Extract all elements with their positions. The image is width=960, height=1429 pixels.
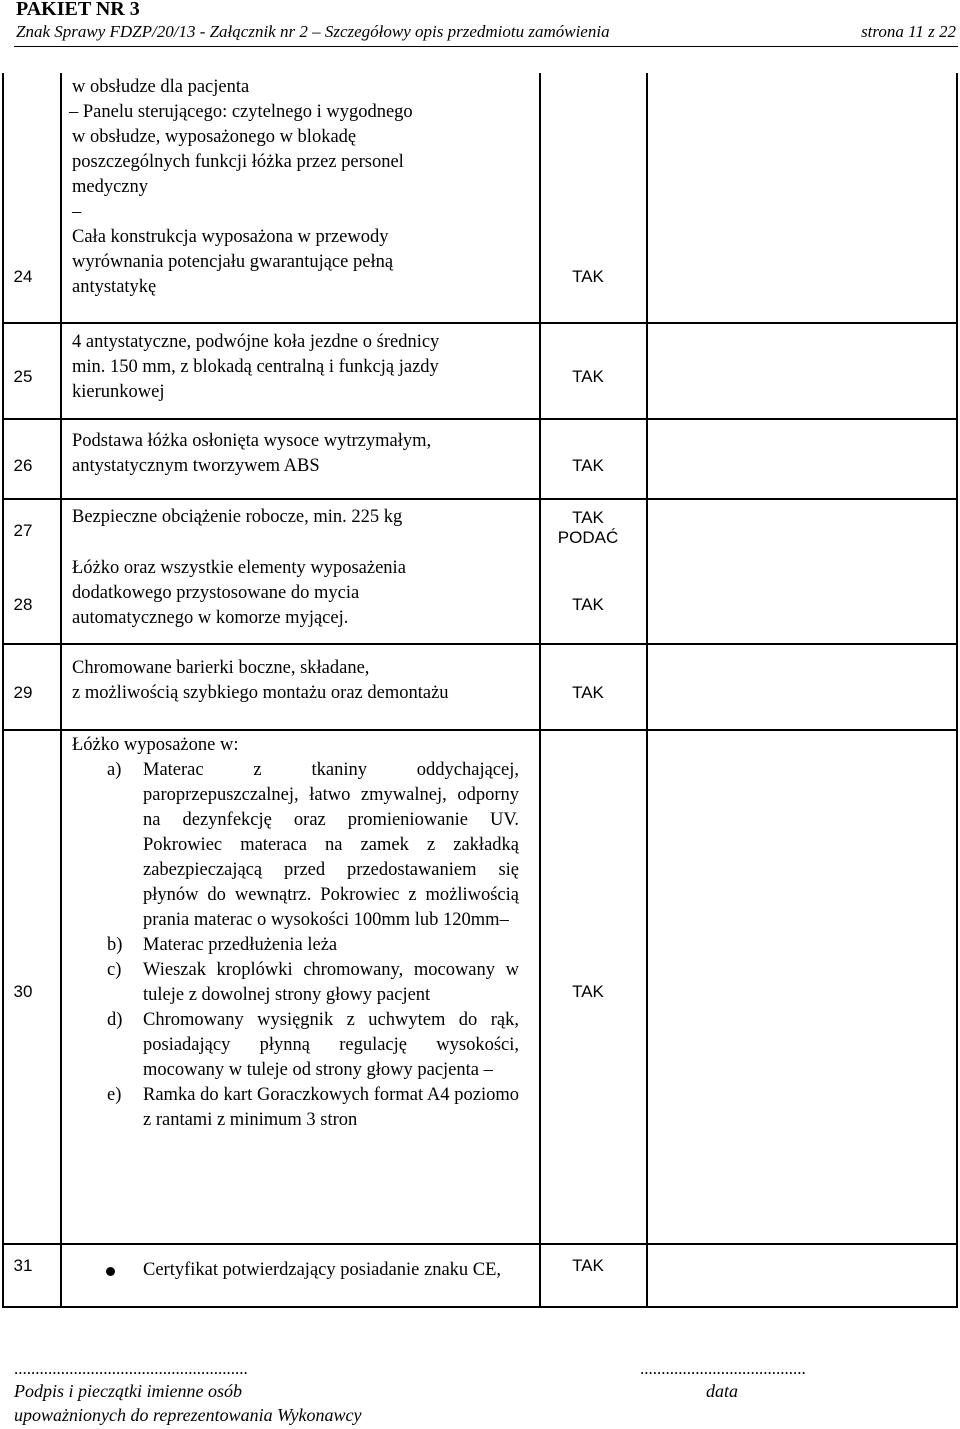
answer-value: TAK: [572, 595, 604, 614]
list-item: c) Wieszak kroplówki chromowany, mocowany w tuleje z dowolnej strony głowy pacjent: [107, 960, 519, 1005]
row-divider: [2, 729, 957, 731]
header-rule: [14, 46, 958, 47]
list-item: a) Materac z tkaniny oddychającej, paroprzepuszczalnej, łatwo zmywalnej, odporny na dezynfekcję oraz promieniowanie UV. Pokrowiec materaca na zamek z zakładką zabezpieczającą przed przedostawaniem się płynów do wewnątrz. Pokrowiec z możliwością prania materac o wysokości 100mm lub 120mm–: [107, 760, 519, 930]
document-reference: Znak Sprawy FDZP/20/13 - Załącznik nr 2 – Szczegółowy opis przedmiotu zamówienia: [16, 22, 610, 41]
answer-value: TAK: [572, 367, 604, 386]
table-border-right: [956, 73, 958, 1308]
row-description: Łóżko oraz wszystkie elementy wyposażenia dodatkowego przystosowane do mycia automatycznego w komorze myjącej.: [72, 558, 406, 628]
row-number: 31: [13, 1256, 33, 1275]
equipment-list: [72, 758, 519, 1133]
date-label: data: [706, 1381, 739, 1401]
row-number: 24: [13, 267, 33, 286]
table-border-bottom: [2, 1306, 957, 1308]
row-divider: [2, 643, 957, 645]
date-dots: .......................................: [640, 1359, 806, 1378]
row-number: 30: [13, 982, 33, 1001]
bullet-icon: [106, 1267, 115, 1276]
row-description: Chromowane barierki boczne, składane, z możliwością szybkiego montażu oraz demontażu: [72, 658, 449, 703]
row-divider: [2, 1243, 957, 1245]
row-divider: [2, 498, 957, 500]
answer-value: TAK: [572, 1256, 604, 1275]
row-description: [72, 1258, 519, 1283]
answer-value: TAK: [572, 456, 604, 475]
signature-label: Podpis i pieczątki imienne osób: [14, 1381, 242, 1401]
row-number: 27: [13, 521, 33, 540]
answer-value: TAK: [572, 982, 604, 1001]
list-item: b) Materac przedłużenia leża: [107, 935, 338, 955]
answer-note: PODAĆ: [557, 528, 619, 547]
list-item: e) Ramka do kart Goraczkowych format A4 poziomo z rantami z minimum 3 stron: [107, 1085, 519, 1130]
answer-value: TAK: [572, 508, 604, 527]
row-divider: [2, 322, 957, 324]
row-number: 28: [13, 595, 33, 614]
row-number: 26: [13, 456, 33, 475]
row-description: Łóżko wyposażone w: a) Materac z tkaniny oddychającej, paroprzepuszczalnej, łatwo zmywalnej, odporny na dezynfekcję oraz promieniowanie UV. Pokrowiec materaca na zamek z zakładką zabezpieczającą przed przedostawaniem się płynów do wewnątrz. Pokrowiec z możliwością prania materac o wysokości 100mm lub 120mm– b) Materac przedłużenia leża c) Wieszak kroplówki chromowany, mocowany w tuleje z dowolnej strony głowy pacjent d) Chromowany wysięgnik z uchwytem do rąk, posiadający płynną regulację wysokości, mocowany w tuleje od strony głowy pacjenta – e) Ramka do kart Goraczkowych format A4 poziomo z rantami z minimum 3 stron: [72, 733, 519, 1133]
row-divider: [2, 418, 957, 420]
list-item: d) Chromowany wysięgnik z uchwytem do rąk, posiadający płynną regulację wysokości, mocowany w tuleje od strony głowy pacjenta –: [107, 1010, 519, 1080]
signature-label-2: upoważnionych do reprezentowania Wykonawcy: [14, 1405, 362, 1425]
row-description: Podstawa łóżka osłonięta wysoce wytrzymałym, antystatycznym tworzywem ABS: [72, 431, 432, 476]
row-description: 4 antystatyczne, podwójne koła jezdne o średnicy min. 150 mm, z blokadą centralną i funkcją jazdy kierunkowej: [72, 332, 440, 402]
row-number: 25: [13, 367, 33, 386]
answer-value: TAK: [572, 683, 604, 702]
page-number: strona 11 z 22: [861, 22, 956, 41]
row-number: 29: [13, 683, 33, 702]
table-col-divider-2: [539, 73, 541, 1308]
table-col-divider-1: [60, 73, 62, 1308]
table-col-divider-3: [646, 73, 648, 1308]
answer-value: TAK: [572, 267, 604, 286]
row-description: w obsłudze dla pacjenta – Panelu sterującego: czytelnego i wygodnego w obsłudze, wyposażonego w blokadę poszczególnych funkcji łóżka przez personel medyczny – Cała konstrukcja wyposażona w przewody wyrównania potencjału gwarantujące pełną antystatykę: [69, 77, 413, 297]
list-item: Certyfikat potwierdzający posiadanie znaku CE,: [72, 1258, 519, 1283]
signature-dots: .......................................................: [14, 1359, 248, 1378]
row-description: Bezpieczne obciążenie robocze, min. 225 kg: [72, 507, 403, 527]
package-title: PAKIET NR 3: [16, 0, 140, 20]
